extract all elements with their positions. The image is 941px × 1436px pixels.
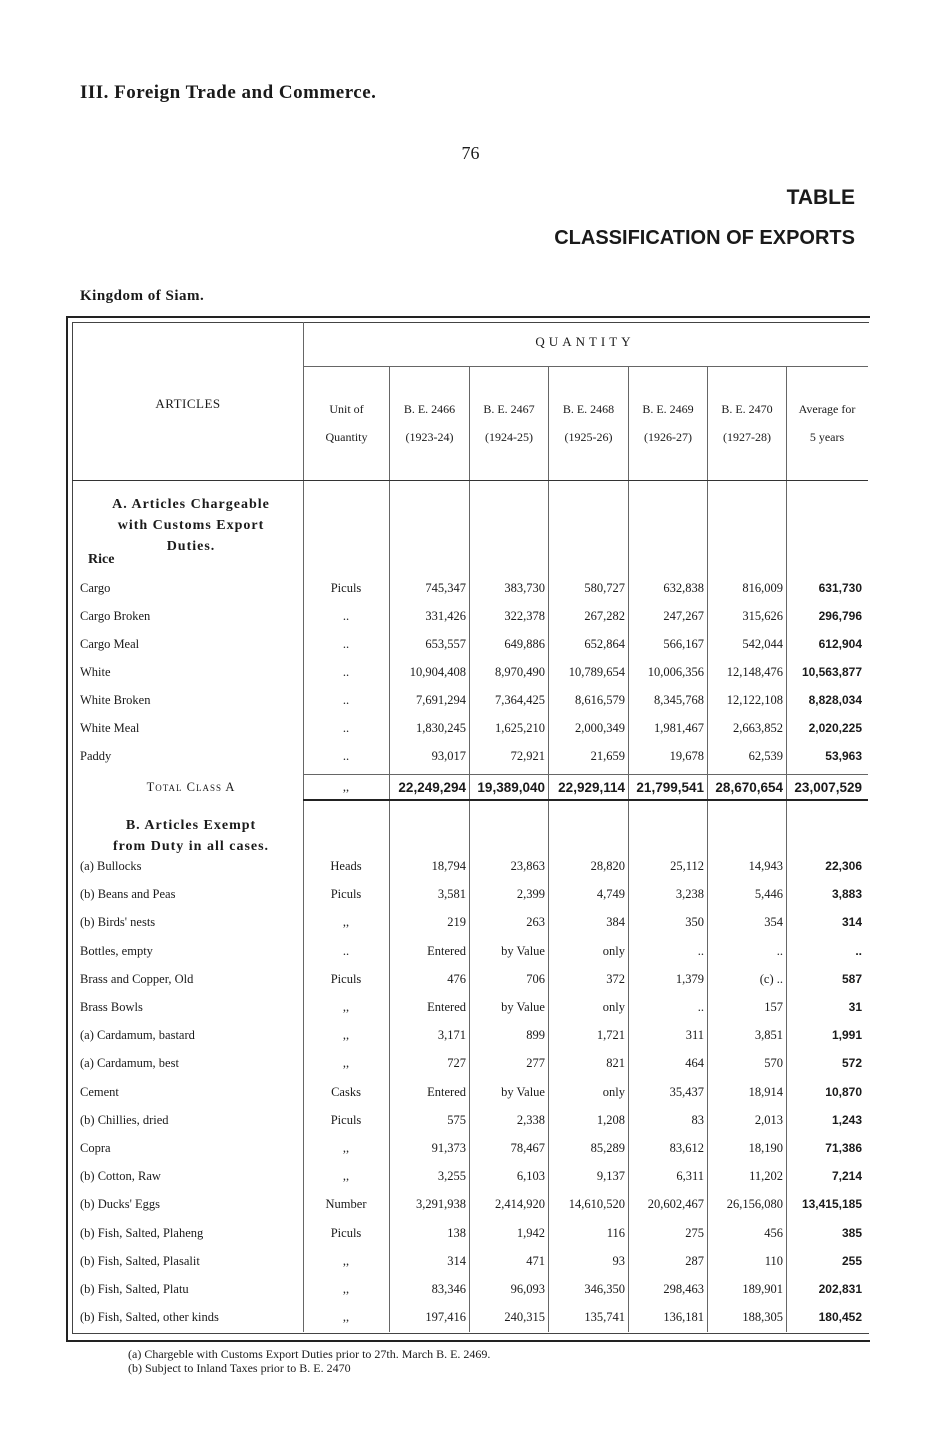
rice-group-label: Rice <box>88 552 115 567</box>
table-row <box>72 1197 868 1217</box>
article-name-text: (a) Cardamum, best <box>80 1056 179 1071</box>
value-cell: 62,539 <box>748 749 783 763</box>
footnote-b: (b) Subject to Inland Taxes prior to B. E. 2470 <box>128 1361 351 1375</box>
value-cell: 138 <box>447 1225 466 1240</box>
average-heading <box>787 402 867 444</box>
value-cell: 18,190 <box>748 1141 783 1155</box>
table-row <box>72 749 868 769</box>
article-name-text: (b) Fish, Salted, other kinds <box>80 1310 219 1325</box>
value-cell: 314 <box>447 1253 466 1268</box>
article-name <box>80 721 302 736</box>
article-name <box>80 1254 302 1269</box>
value-cell: 188,305 <box>742 1310 783 1325</box>
value-cell: .. <box>697 1000 704 1014</box>
table-row <box>72 581 868 601</box>
value-cell: 816,009 <box>742 581 783 595</box>
value-cell: 12,148,476 <box>726 665 783 679</box>
article-name-text: (b) Fish, Salted, Plaheng <box>80 1225 204 1240</box>
value-cell: 1,830,245 <box>416 721 466 735</box>
section-b-line: from Duty in all cases. <box>112 839 270 854</box>
value-cell: 277 <box>526 1056 545 1071</box>
value-cell: 287 <box>685 1253 704 1268</box>
article-name-text: (b) Birds' nests <box>80 915 156 930</box>
value-cell: by Value <box>501 1084 545 1099</box>
value-cell: 263 <box>526 915 545 930</box>
value-cell: 1,981,467 <box>654 721 704 735</box>
year-label: B. E. 2469 <box>642 402 694 416</box>
average-cell: 10,870 <box>825 1084 862 1099</box>
value-cell: 727 <box>447 1056 466 1071</box>
header-bottom-line <box>72 480 868 481</box>
article-name <box>80 780 302 795</box>
section-a-line: A. Articles Chargeable <box>112 497 270 512</box>
value-cell: 12,122,108 <box>726 693 783 707</box>
article-name <box>80 1310 302 1325</box>
table-row <box>72 1310 868 1330</box>
value-cell: 91,373 <box>431 1141 466 1155</box>
value-cell: 85,289 <box>590 1141 625 1155</box>
unit-cell: .. <box>342 721 350 735</box>
table-row <box>72 693 868 713</box>
unit-cell: .. <box>342 749 350 763</box>
average-cell: 1,243 <box>831 1112 862 1127</box>
article-name <box>80 609 302 624</box>
unit-cell: ,, <box>342 1169 350 1184</box>
value-cell: 7,691,294 <box>416 693 466 707</box>
article-name <box>80 665 302 680</box>
table-row <box>72 859 868 879</box>
table-row <box>72 637 868 657</box>
article-name <box>80 1113 302 1128</box>
value-cell: 14,610,520 <box>568 1197 625 1212</box>
value-cell: 136,181 <box>663 1310 704 1325</box>
article-name-text: Paddy <box>80 749 112 763</box>
article-name-text: (a) Bullocks <box>80 859 142 873</box>
article-name-text: Cargo Meal <box>80 637 140 651</box>
value-cell: 96,093 <box>510 1282 545 1296</box>
average-cell: 13,415,185 <box>801 1197 862 1212</box>
average-cell: 7,214 <box>831 1169 862 1184</box>
value-cell: 464 <box>685 1056 704 1071</box>
value-cell: 322,378 <box>504 609 545 623</box>
value-cell: 19,678 <box>669 749 704 763</box>
article-name <box>80 915 302 930</box>
average-cell: 202,831 <box>818 1282 862 1296</box>
value-cell: 72,921 <box>510 749 545 763</box>
footnote-a: (a) Chargeble with Customs Export Duties prior to 27th. March B. E. 2469. <box>128 1347 491 1361</box>
value-cell: 821 <box>606 1056 625 1071</box>
page-number: 76 <box>461 143 480 163</box>
value-cell: 653,557 <box>425 637 466 651</box>
value-cell: 649,886 <box>504 637 545 651</box>
value-cell: 247,267 <box>663 609 704 623</box>
article-name-text: (b) Chillies, dried <box>80 1112 169 1127</box>
table-row <box>72 665 868 685</box>
kingdom-label: Kingdom of Siam. <box>80 288 205 304</box>
value-cell: 14,943 <box>748 859 783 873</box>
value-cell: 331,426 <box>425 609 466 623</box>
article-name-text: Brass and Copper, Old <box>80 971 194 986</box>
value-cell: 580,727 <box>584 581 625 595</box>
year-label: B. E. 2470 <box>721 402 773 416</box>
article-name <box>80 859 302 874</box>
unit-cell: .. <box>342 665 350 679</box>
value-cell: 1,942 <box>516 1225 545 1240</box>
average-cell: 296,796 <box>818 609 862 623</box>
value-cell: 110 <box>764 1253 783 1268</box>
average-cell: 587 <box>841 971 862 986</box>
value-cell: 116 <box>606 1225 625 1240</box>
article-name-text: Brass Bowls <box>80 1000 143 1014</box>
value-cell: 566,167 <box>663 637 704 651</box>
table-row <box>72 1113 868 1133</box>
value-cell: 11,202 <box>749 1169 783 1184</box>
value-cell: 7,364,425 <box>495 693 545 707</box>
value-cell: 471 <box>526 1253 545 1268</box>
section-a-line: Duties. <box>166 539 216 554</box>
unit-cell: ,, <box>342 1141 350 1155</box>
value-cell: by Value <box>501 1000 545 1014</box>
year-range: (1924-25) <box>485 430 533 444</box>
table-row <box>72 1282 868 1302</box>
value-cell: 354 <box>764 915 783 930</box>
year-range: (1927-28) <box>723 430 771 444</box>
value-cell: 135,741 <box>584 1310 625 1325</box>
value-cell: 632,838 <box>663 581 704 595</box>
section-a-line: with Customs Export <box>117 518 265 533</box>
value-cell: 3,581 <box>437 887 466 902</box>
year-heading-2468 <box>549 402 628 444</box>
value-cell: 706 <box>526 971 545 986</box>
table-row <box>72 1085 868 1105</box>
average-range: 5 years <box>809 430 845 444</box>
value-cell: 219 <box>447 915 466 930</box>
article-name-text: White Broken <box>80 693 151 707</box>
value-cell: 267,282 <box>584 609 625 623</box>
article-name-text: White Meal <box>80 721 140 735</box>
unit-cell: ,, <box>342 1000 350 1014</box>
value-cell: only <box>602 943 625 958</box>
section-a-title <box>80 494 302 557</box>
table-row <box>72 887 868 907</box>
value-cell: 83 <box>691 1112 704 1127</box>
table-row <box>72 721 868 741</box>
unit-cell: ,, <box>342 1028 350 1043</box>
article-name <box>80 944 302 959</box>
value-cell: 2,338 <box>516 1112 545 1127</box>
value-cell: 28,820 <box>590 859 625 873</box>
unit-cell: Piculs <box>330 1112 362 1127</box>
value-cell: 18,794 <box>431 859 466 873</box>
value-cell: 26,156,080 <box>726 1197 783 1212</box>
year-label: B. E. 2467 <box>483 402 535 416</box>
article-name <box>80 1197 302 1212</box>
article-name <box>80 1226 302 1241</box>
unit-heading-line2: Quantity <box>325 430 368 444</box>
article-name <box>80 637 302 652</box>
article-name-text: Cargo Broken <box>80 609 151 623</box>
value-cell: 18,914 <box>748 1084 783 1099</box>
article-name <box>80 972 302 987</box>
section-heading: III. Foreign Trade and Commerce. <box>80 82 377 103</box>
unit-cell: Number <box>325 1197 367 1212</box>
article-name <box>80 887 302 902</box>
unit-cell: ,, <box>342 1253 350 1268</box>
article-name-text: Total Class A <box>146 780 236 794</box>
value-cell: 350 <box>685 915 704 930</box>
article-name <box>80 1085 302 1100</box>
value-cell: 1,625,210 <box>495 721 545 735</box>
value-cell: 298,463 <box>663 1282 704 1296</box>
value-cell: 3,238 <box>675 887 704 902</box>
value-cell: 383,730 <box>504 581 545 595</box>
year-heading-2470 <box>708 402 786 444</box>
value-cell: 5,446 <box>754 887 783 902</box>
article-name <box>80 1056 302 1071</box>
average-cell: 8,828,034 <box>808 693 862 707</box>
table-subtitle: CLASSIFICATION OF EXPORTS <box>554 227 855 249</box>
value-cell: 4,749 <box>596 887 625 902</box>
value-cell: 570 <box>764 1056 783 1071</box>
value-cell: 93,017 <box>431 749 466 763</box>
table-row <box>72 1169 868 1189</box>
value-cell: 456 <box>764 1225 783 1240</box>
value-cell: 2,013 <box>754 1112 783 1127</box>
value-cell: 575 <box>447 1112 466 1127</box>
value-cell: 23,863 <box>510 859 545 873</box>
section-b-line: B. Articles Exempt <box>125 818 257 833</box>
value-cell: 20,602,467 <box>647 1197 704 1212</box>
value-cell: 21,659 <box>590 749 625 763</box>
average-cell: 10,563,877 <box>801 665 862 679</box>
unit-heading-line1: Unit of <box>329 402 364 416</box>
article-name-text: (b) Ducks' Eggs <box>80 1197 161 1212</box>
value-cell: 83,346 <box>431 1282 466 1296</box>
unit-cell: Casks <box>331 1084 361 1099</box>
average-label: Average for <box>798 402 856 416</box>
table-row <box>72 944 868 964</box>
value-cell: 3,851 <box>754 1028 783 1043</box>
value-cell: Entered <box>427 943 466 958</box>
value-cell: 652,864 <box>584 637 625 651</box>
table-row <box>72 609 868 629</box>
average-cell: 2,020,225 <box>808 721 862 735</box>
value-cell: 10,006,356 <box>647 665 704 679</box>
total-top-line <box>303 774 868 775</box>
value-cell: 372 <box>606 971 625 986</box>
unit-cell: Heads <box>330 859 362 873</box>
table-row <box>72 1028 868 1048</box>
year-heading-2466 <box>390 402 469 444</box>
value-cell: 189,901 <box>742 1282 783 1296</box>
average-cell: 71,386 <box>825 1141 862 1155</box>
article-name-text: (b) Cotton, Raw <box>80 1169 161 1184</box>
unit-cell: Piculs <box>330 887 362 902</box>
unit-cell: ,, <box>342 1282 350 1296</box>
article-name-text: Cargo <box>80 581 111 595</box>
unit-cell: Piculs <box>330 971 362 986</box>
value-cell: 6,103 <box>516 1169 545 1184</box>
average-cell: 180,452 <box>818 1310 862 1325</box>
table-row <box>72 1056 868 1076</box>
value-cell: 2,414,920 <box>495 1197 545 1212</box>
article-name <box>80 581 302 596</box>
value-cell: 311 <box>685 1028 704 1043</box>
value-cell: 240,315 <box>504 1310 545 1325</box>
table-row <box>72 1226 868 1246</box>
average-cell: 31 <box>848 1000 862 1014</box>
article-name-text: Bottles, empty <box>80 943 153 958</box>
value-cell: .. <box>776 943 783 958</box>
unit-cell: .. <box>342 637 350 651</box>
unit-cell: ,, <box>342 915 350 930</box>
average-cell: 612,904 <box>818 637 862 651</box>
article-name-text: White <box>80 665 111 679</box>
value-cell: 275 <box>685 1225 704 1240</box>
table-row <box>72 1141 868 1161</box>
year-heading-2467 <box>470 402 548 444</box>
unit-cell: ,, <box>342 780 350 794</box>
value-cell: 35,437 <box>669 1084 704 1099</box>
value-cell: 1,721 <box>596 1028 625 1043</box>
value-cell: 19,389,040 <box>477 780 545 795</box>
value-cell: 3,171 <box>437 1028 466 1043</box>
average-cell: 314 <box>841 915 862 930</box>
article-name-text: Cement <box>80 1084 119 1099</box>
quantity-heading: QUANTITY <box>535 334 635 349</box>
table-title: TABLE <box>786 186 855 209</box>
value-cell: 197,416 <box>425 1310 466 1325</box>
value-cell: 745,347 <box>425 581 466 595</box>
unit-cell: ,, <box>342 1310 350 1325</box>
value-cell: 346,350 <box>584 1282 625 1296</box>
year-label: B. E. 2468 <box>562 402 615 416</box>
average-cell: 385 <box>841 1225 862 1240</box>
unit-cell: .. <box>342 943 350 958</box>
year-range: (1925-26) <box>564 430 613 444</box>
value-cell: 1,379 <box>675 971 704 986</box>
value-cell: 1,208 <box>596 1112 625 1127</box>
value-cell: 9,137 <box>596 1169 625 1184</box>
table-row <box>72 1000 868 1020</box>
article-name-text: Copra <box>80 1141 111 1155</box>
value-cell: 22,249,294 <box>398 780 466 795</box>
year-range: (1923-24) <box>405 430 454 444</box>
article-name <box>80 693 302 708</box>
value-cell: 542,044 <box>742 637 783 651</box>
year-heading-2469 <box>629 402 707 444</box>
value-cell: 2,000,349 <box>575 721 625 735</box>
value-cell: 315,626 <box>742 609 783 623</box>
section-b-title <box>80 815 302 857</box>
table-row <box>72 915 868 935</box>
average-cell: 1,991 <box>831 1028 862 1043</box>
value-cell: 22,929,114 <box>558 780 625 795</box>
value-cell: 10,904,408 <box>409 665 466 679</box>
value-cell: 93 <box>612 1253 625 1268</box>
article-name <box>80 749 302 764</box>
table-row <box>72 1254 868 1274</box>
value-cell: 83,612 <box>669 1141 704 1155</box>
average-cell: .. <box>855 943 862 958</box>
article-name-text: (a) Cardamum, bastard <box>80 1028 195 1043</box>
value-cell: 8,616,579 <box>575 693 625 707</box>
value-cell: 8,970,490 <box>495 665 545 679</box>
value-cell: by Value <box>501 943 545 958</box>
unit-cell: .. <box>342 609 350 623</box>
value-cell: Entered <box>427 1000 466 1014</box>
average-cell: 3,883 <box>831 887 862 902</box>
value-cell: 157 <box>764 1000 783 1014</box>
value-cell: 3,291,938 <box>416 1197 466 1212</box>
unit-heading <box>304 402 389 444</box>
articles-heading: ARTICLES <box>155 396 221 411</box>
quantity-underline <box>303 366 868 367</box>
average-cell: 53,963 <box>825 749 862 763</box>
value-cell: 384 <box>606 915 625 930</box>
value-cell: 899 <box>526 1028 545 1043</box>
article-name-text: (b) Fish, Salted, Platu <box>80 1282 189 1296</box>
table-row <box>72 972 868 992</box>
article-name <box>80 1282 302 1297</box>
average-cell: 572 <box>841 1056 862 1071</box>
unit-cell: Piculs <box>330 1225 362 1240</box>
article-name <box>80 1141 302 1156</box>
value-cell: 6,311 <box>676 1169 704 1184</box>
value-cell: 21,799,541 <box>636 780 704 795</box>
value-cell: 3,255 <box>437 1169 466 1184</box>
value-cell: only <box>602 1084 625 1099</box>
value-cell: 25,112 <box>670 859 704 873</box>
average-cell: 23,007,529 <box>794 780 862 795</box>
value-cell: only <box>602 1000 625 1014</box>
article-name <box>80 1000 302 1015</box>
value-cell: 78,467 <box>510 1141 545 1155</box>
value-cell: 10,789,654 <box>568 665 625 679</box>
unit-cell: .. <box>342 693 350 707</box>
value-cell: 2,663,852 <box>733 721 783 735</box>
average-cell: 22,306 <box>825 859 862 873</box>
value-cell: 476 <box>447 971 466 986</box>
value-cell: 28,670,654 <box>715 780 783 795</box>
unit-cell: ,, <box>342 1056 350 1071</box>
article-name-text: (b) Fish, Salted, Plasalit <box>80 1253 200 1268</box>
year-label: B. E. 2466 <box>403 402 456 416</box>
value-cell: 2,399 <box>516 887 545 902</box>
value-cell: (c) .. <box>759 971 783 986</box>
article-name <box>80 1169 302 1184</box>
year-range: (1926-27) <box>644 430 692 444</box>
article-name <box>80 1028 302 1043</box>
total-row <box>72 780 868 800</box>
average-cell: 631,730 <box>818 581 862 595</box>
value-cell: Entered <box>427 1084 466 1099</box>
unit-cell: Piculs <box>330 581 362 595</box>
value-cell: .. <box>697 943 704 958</box>
article-name-text: (b) Beans and Peas <box>80 887 176 902</box>
average-cell: 255 <box>841 1253 862 1268</box>
value-cell: 8,345,768 <box>654 693 704 707</box>
